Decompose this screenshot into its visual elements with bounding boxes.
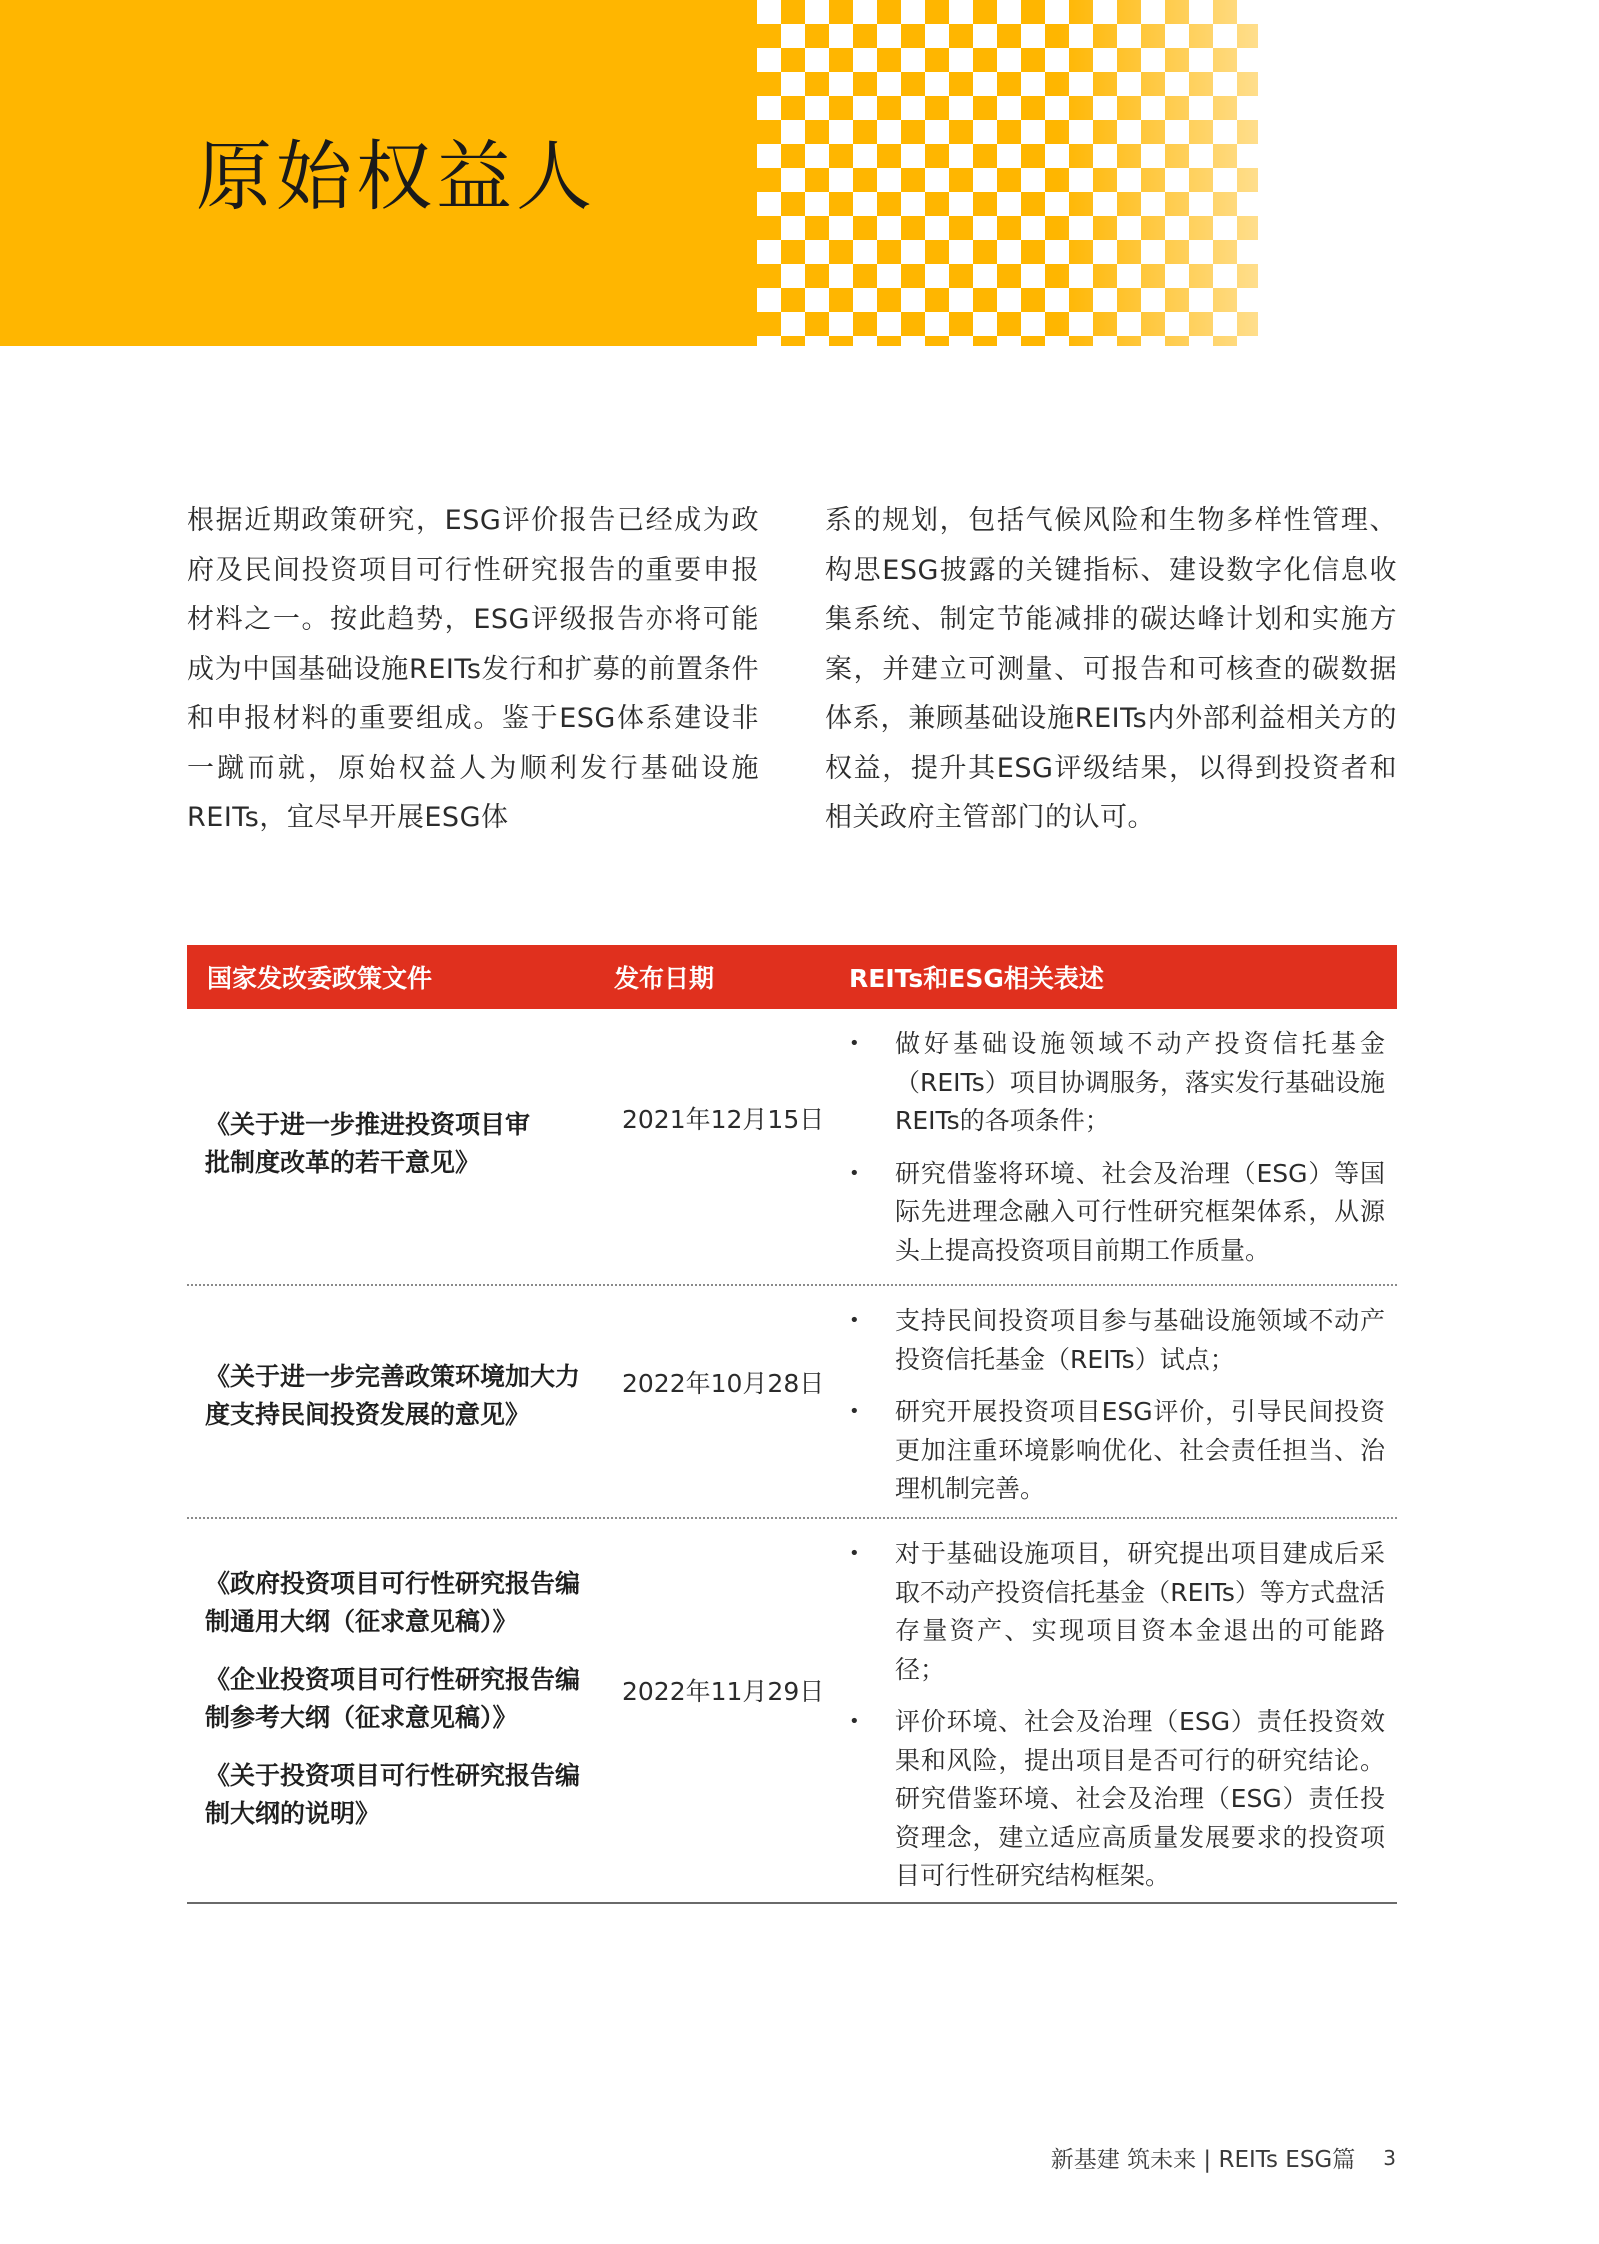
table-header — [187, 945, 1397, 1009]
bullet-icon: • — [849, 1543, 860, 1564]
row-doc-cell — [187, 1009, 614, 1284]
doc-title: 《关于进一步完善政策环境加大力度支持民间投资发展的意见》 — [205, 1361, 581, 1429]
row-desc-cell — [849, 1286, 1397, 1517]
policy-table — [187, 945, 1397, 1904]
table-row — [187, 1009, 1397, 1286]
page-title: 原始权益人 — [196, 132, 596, 221]
row-doc-cell — [187, 1519, 614, 1902]
header-banner — [0, 0, 1258, 346]
list-item — [849, 1535, 1397, 1689]
row-desc-cell — [849, 1519, 1397, 1902]
header-desc: REITs和ESG相关表述 — [849, 964, 1104, 993]
bullet-icon: • — [849, 1711, 860, 1732]
bullet-text: 评价环境、社会及治理（ESG）责任投资效果和风险，提出项目是否可行的研究结论。研究借鉴环境、社会及治理（ESG）责任投资理念，建立适应高质量发展要求的投资项目可行性研究结构框架。 — [895, 1707, 1385, 1890]
table-row — [187, 1519, 1397, 1904]
header-date: 发布日期 — [614, 964, 715, 993]
checker-fade — [757, 0, 1258, 346]
list-item — [849, 1155, 1397, 1271]
page-footer — [1051, 2141, 1396, 2174]
row-date-cell: 2021年12月15日 — [622, 1104, 825, 1134]
row-date-cell: 2022年10月28日 — [622, 1368, 825, 1398]
footer-text: 新基建 筑未来 | REITs ESG篇 — [1050, 2147, 1356, 2173]
intro-right-text: 系的规划，包括气候风险和生物多样性管理、构思ESG披露的关键指标、建设数字化信息收集系统、制定节能减排的碳达峰计划和实施方案，并建立可测量、可报告和可核查的碳数据体系，兼顾基础设施REITs内外部利益相关方的权益，提升其ESG评级结果，以得到投资者和相关政府主管部门的认可。 — [825, 505, 1397, 833]
bullet-text: 支持民间投资项目参与基础设施领域不动产投资信托基金（REITs）试点； — [895, 1306, 1385, 1374]
bullet-text: 做好基础设施领域不动产投资信托基金（REITs）项目协调服务，落实发行基础设施REITs的各项条件； — [895, 1029, 1385, 1135]
bullet-icon: • — [849, 1310, 860, 1331]
list-item — [849, 1393, 1397, 1509]
intro-left-column — [187, 496, 759, 843]
header-doc: 国家发改委政策文件 — [207, 964, 433, 993]
list-item — [849, 1025, 1397, 1141]
list-item — [849, 1302, 1397, 1379]
intro-section — [187, 496, 1397, 843]
page-number: 3 — [1383, 2145, 1396, 2170]
bullet-text: 研究开展投资项目ESG评价，引导民间投资更加注重环境影响优化、社会责任担当、治理机制完善。 — [895, 1397, 1385, 1503]
row-desc-cell — [849, 1009, 1397, 1284]
row-date-cell: 2022年11月29日 — [622, 1676, 825, 1706]
table-row — [187, 1286, 1397, 1519]
doc-title: 《企业投资项目可行性研究报告编制参考大纲（征求意见稿）》 — [205, 1664, 581, 1732]
bullet-text: 研究借鉴将环境、社会及治理（ESG）等国际先进理念融入可行性研究框架体系，从源头上提高投资项目前期工作质量。 — [895, 1158, 1385, 1265]
doc-title: 《关于进一步推进投资项目审批制度改革的若干意见》 — [205, 1109, 531, 1177]
bullet-text: 对于基础设施项目，研究提出项目建成后采取不动产投资信托基金（REITs）等方式盘活存量资产、实现项目资本金退出的可能路径； — [895, 1539, 1385, 1684]
doc-title: 《关于投资项目可行性研究报告编制大纲的说明》 — [205, 1760, 581, 1828]
row-doc-cell — [187, 1286, 614, 1517]
bullet-icon: • — [849, 1401, 860, 1422]
doc-title: 《政府投资项目可行性研究报告编制通用大纲（征求意见稿）》 — [205, 1568, 581, 1636]
intro-right-column — [825, 496, 1397, 843]
list-item — [849, 1703, 1397, 1896]
bullet-icon: • — [849, 1162, 860, 1184]
bullet-icon: • — [849, 1033, 860, 1054]
intro-left-text: 根据近期政策研究，ESG评价报告已经成为政府及民间投资项目可行性研究报告的重要申报材料之一。按此趋势，ESG评级报告亦将可能成为中国基础设施REITs发行和扩募的前置条件和申报材料的重要组成。鉴于ESG体系建设非一蹴而就，原始权益人为顺利发行基础设施REITs，宜尽早开展ESG体 — [187, 505, 759, 833]
